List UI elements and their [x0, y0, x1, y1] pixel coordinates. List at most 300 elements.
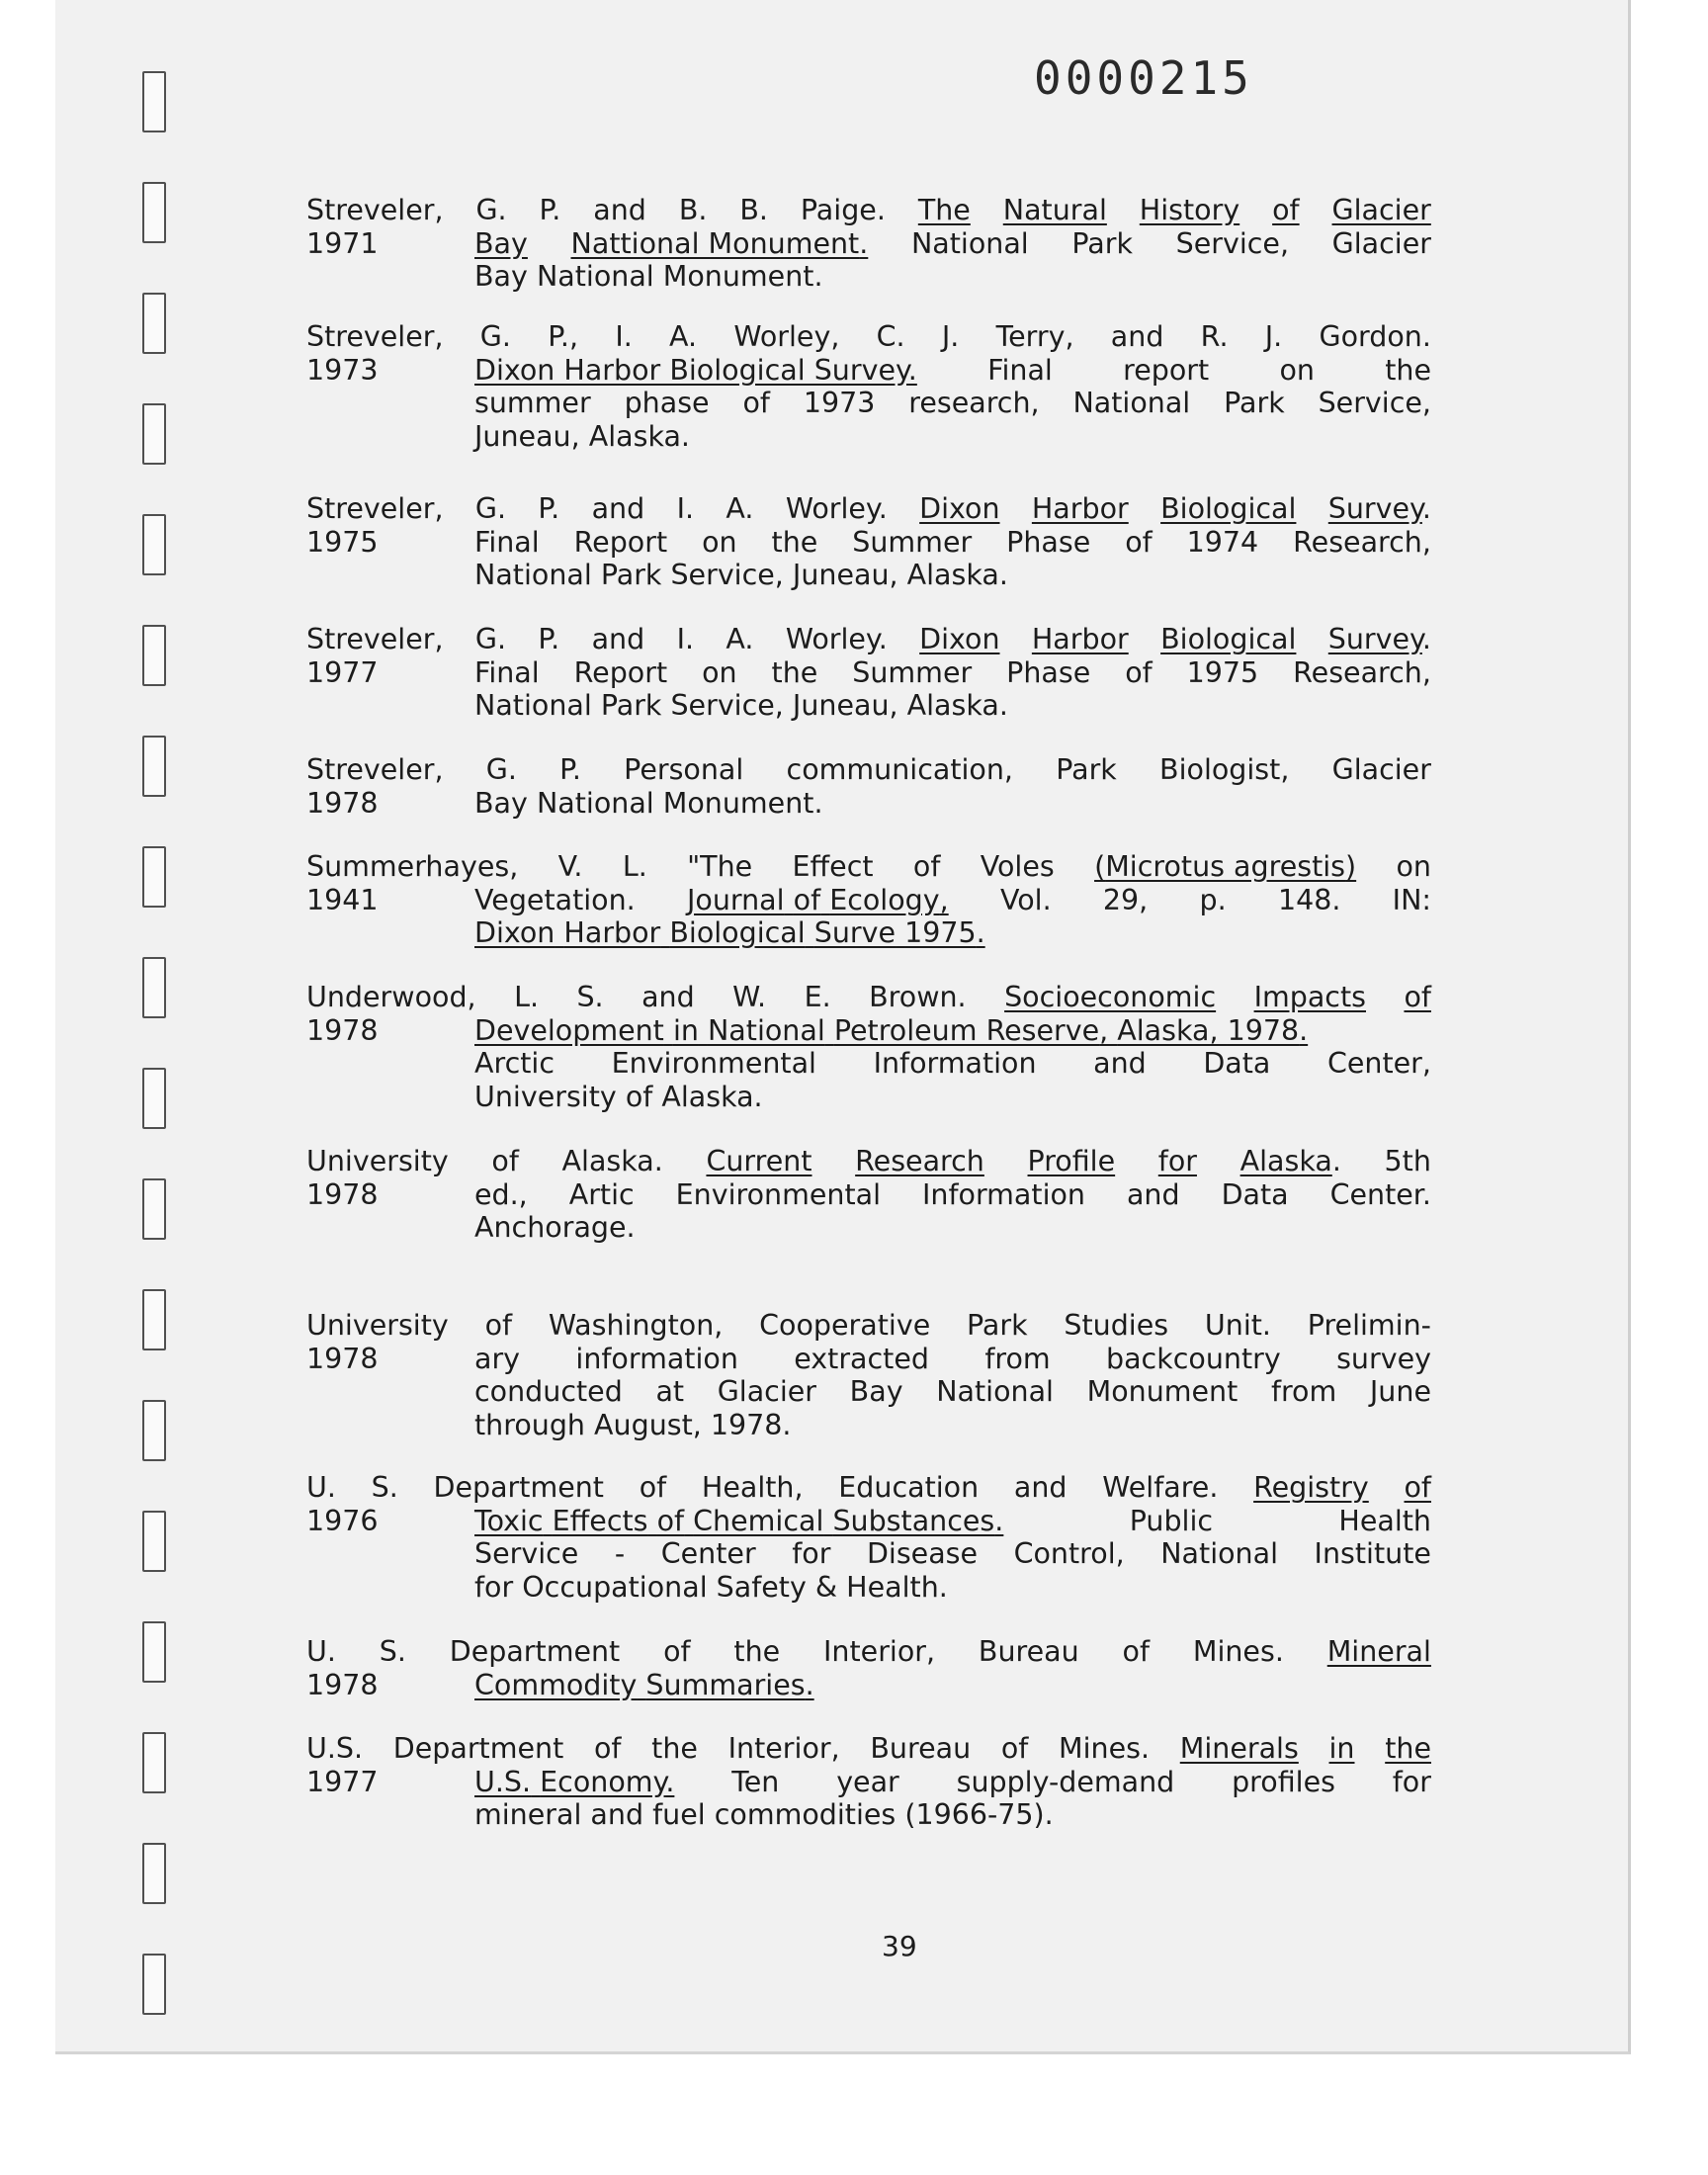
reference-word: Institute [1314, 1537, 1431, 1570]
reference-word: Park [1056, 753, 1117, 786]
reference-word: for [792, 1537, 831, 1570]
reference-word: extracted [794, 1342, 929, 1375]
reference-line [306, 1343, 1431, 1376]
reference-word: Glacier [1331, 226, 1431, 260]
reference-word: of [484, 1309, 513, 1342]
reference-word: Ten [731, 1765, 780, 1798]
reference-word: Bay National Monument. [474, 260, 823, 293]
reference-word: report [1123, 353, 1210, 387]
reference-word: of [1125, 655, 1153, 689]
reference-word: of [1000, 1732, 1029, 1765]
reference-word: of [1125, 525, 1153, 559]
reference-word: Nattional Monument. [570, 226, 869, 260]
reference-word: A. [726, 492, 754, 525]
reference-year: 1978 [306, 786, 379, 820]
reference-word: Interior, [823, 1635, 936, 1668]
reference-word: G. [474, 623, 507, 655]
reference-word: I. [676, 623, 695, 655]
reference-word: National [1160, 1537, 1278, 1570]
reference-word: at [655, 1375, 685, 1408]
reference-word: Health [1338, 1504, 1431, 1537]
reference-word: Worley. [785, 623, 888, 655]
reference-entry [306, 492, 1431, 592]
reference-word: from [1270, 1375, 1337, 1408]
reference-entry [306, 1309, 1431, 1441]
reference-line [306, 1732, 1431, 1766]
reference-word: Glacier [717, 1375, 817, 1408]
reference-line [306, 1309, 1431, 1343]
reference-word: June [1369, 1375, 1431, 1408]
reference-line [306, 1145, 1431, 1178]
reference-line [306, 1537, 1431, 1571]
reference-word: information [575, 1342, 738, 1375]
reference-line [306, 492, 1431, 526]
reference-year: 1977 [306, 655, 379, 689]
reference-entry [306, 623, 1431, 723]
binder-hole [142, 1289, 166, 1350]
reference-word: E. [804, 981, 831, 1013]
reference-year: 1973 [306, 353, 379, 387]
reference-word: Center. [1329, 1177, 1431, 1211]
binder-hole [142, 1621, 166, 1683]
reference-word: Alaska. [561, 1145, 663, 1177]
reference-word: J. [941, 320, 960, 353]
reference-word: Voles [980, 850, 1055, 883]
reference-word: Biologist, [1159, 753, 1290, 786]
reference-line [306, 1798, 1431, 1832]
reference-line [306, 559, 1431, 592]
reference-word: Information [873, 1047, 1037, 1080]
reference-word: Profile [1027, 1145, 1116, 1177]
binder-hole [142, 1843, 166, 1904]
reference-line [306, 387, 1431, 420]
reference-word: Terry, [995, 320, 1074, 353]
reference-word: and [591, 492, 645, 525]
reference-word: of [639, 1471, 667, 1504]
reference-word: through August, 1978. [474, 1408, 792, 1441]
reference-word: U. [306, 1635, 336, 1668]
reference-word: the [1385, 1732, 1431, 1765]
reference-word: U. [306, 1471, 336, 1504]
reference-line [306, 1375, 1431, 1409]
reference-word: of [491, 1145, 519, 1177]
reference-word: Personal [624, 753, 744, 786]
reference-word: Bureau [870, 1732, 972, 1765]
reference-word: the [1385, 353, 1431, 387]
reference-word: Research, [1293, 525, 1431, 559]
reference-word: Minerals [1179, 1732, 1299, 1765]
reference-word: National [936, 1375, 1054, 1408]
binder-hole [142, 1400, 166, 1461]
reference-word: Dixon Harbor Biological Survey. [474, 353, 917, 387]
binder-hole [142, 625, 166, 686]
reference-word: Data [1203, 1047, 1271, 1080]
reference-year: 1978 [306, 1342, 379, 1375]
reference-word: 148. [1277, 883, 1341, 916]
reference-word: University [306, 1145, 449, 1177]
reference-word: U.S. Economy. [474, 1765, 675, 1798]
reference-word: Development in National Petroleum Reserve, Alaska, 1978. [474, 1013, 1309, 1047]
reference-word: L. [514, 981, 539, 1013]
binder-hole [142, 846, 166, 908]
reference-word: Worley, [733, 320, 840, 353]
reference-word: Dixon Harbor Biological Surve 1975. [474, 916, 985, 949]
reference-word: Toxic Effects of Chemical Substances. [474, 1504, 1004, 1537]
reference-word: Streveler, [306, 492, 444, 525]
reference-line [306, 1571, 1431, 1605]
reference-word: "The [687, 850, 753, 883]
reference-line [306, 689, 1431, 723]
reference-word: 5th [1384, 1145, 1431, 1177]
reference-entry [306, 981, 1431, 1113]
reference-word: Center, [1326, 1047, 1431, 1080]
reference-word: Streveler, [306, 194, 444, 226]
binder-hole [142, 1068, 166, 1129]
reference-line [306, 194, 1431, 227]
reference-word: of [663, 1635, 691, 1668]
reference-word: Mines. [1192, 1635, 1284, 1668]
reference-word: 1975 [1186, 655, 1259, 689]
reference-word: Prelimin- [1307, 1309, 1431, 1342]
binder-hole [142, 957, 166, 1018]
reference-word: Department [449, 1635, 621, 1668]
reference-word: Health, [701, 1471, 804, 1504]
reference-word: ed., [474, 1177, 528, 1211]
reference-entry [306, 1635, 1431, 1701]
reference-word: communication, [786, 753, 1013, 786]
reference-word: G. [485, 753, 517, 786]
reference-year: 1975 [306, 525, 379, 559]
reference-word: W. [732, 981, 767, 1013]
reference-word: mineral and fuel commodities (1966-75). [474, 1798, 1054, 1831]
reference-word: Effect [792, 850, 874, 883]
reference-word: for [1392, 1765, 1431, 1798]
reference-word: profiles [1232, 1765, 1335, 1798]
reference-word: B. [739, 194, 768, 226]
reference-year: 1976 [306, 1504, 379, 1537]
reference-year: 1978 [306, 1013, 379, 1047]
reference-line [306, 1471, 1431, 1505]
binder-hole [142, 514, 166, 575]
reference-word: Dixon [919, 623, 1000, 655]
reference-word: Welfare. [1102, 1471, 1219, 1504]
reference-word: Bureau [978, 1635, 1079, 1668]
reference-word: Service, [1318, 387, 1431, 419]
reference-word: and [641, 981, 695, 1013]
reference-word: Socioeconomic [1004, 981, 1217, 1013]
reference-entry [306, 1471, 1431, 1604]
reference-line [306, 850, 1431, 884]
reference-word: Final [987, 353, 1053, 387]
reference-word: of [1122, 1635, 1151, 1668]
reference-line [306, 884, 1431, 917]
binder-hole [142, 1511, 166, 1572]
reference-line [306, 1014, 1431, 1048]
binder-hole [142, 403, 166, 465]
reference-word: the [771, 655, 818, 689]
reference-line [306, 526, 1431, 560]
reference-word: backcountry [1106, 1342, 1281, 1375]
reference-word: Center [660, 1537, 756, 1570]
reference-word: IN: [1392, 883, 1431, 916]
reference-line [306, 354, 1431, 388]
reference-word: P. [538, 623, 560, 655]
reference-word: I. [676, 492, 695, 525]
reference-word: on [1396, 850, 1431, 883]
reference-word: Data [1221, 1177, 1289, 1211]
reference-line [306, 1047, 1431, 1081]
reference-word: P. [538, 492, 560, 525]
reference-word: the [771, 525, 818, 559]
reference-word: the [651, 1732, 698, 1765]
reference-word: S. [379, 1635, 406, 1668]
reference-word: Harbor [1031, 623, 1129, 655]
reference-word: Bay National Monument. [474, 786, 823, 820]
reference-entry [306, 320, 1431, 453]
reference-word: Service, [1175, 226, 1290, 260]
reference-word: conducted [474, 1375, 623, 1408]
reference-word: Dixon [919, 492, 1000, 525]
reference-word: National [910, 226, 1029, 260]
reference-word: Summer [852, 525, 973, 559]
reference-word: R. [1200, 320, 1229, 353]
reference-line [306, 1081, 1431, 1114]
reference-word: J. [1264, 320, 1283, 353]
reference-word: ary [474, 1342, 521, 1375]
reference-word: P. [559, 753, 581, 786]
reference-word: S. [576, 981, 604, 1013]
reference-word: Control, [1013, 1537, 1125, 1570]
reference-word: C. [876, 320, 905, 353]
reference-word: Paige. [800, 194, 886, 226]
reference-word: from [984, 1342, 1051, 1375]
reference-word: Interior, [727, 1732, 840, 1765]
reference-word: Biological [1160, 492, 1297, 525]
reference-word: Anchorage. [474, 1211, 636, 1244]
reference-year: 1941 [306, 883, 379, 916]
reference-word: 29, [1102, 883, 1149, 916]
reference-word: Mines. [1059, 1732, 1151, 1765]
reference-word: Bay [849, 1375, 903, 1408]
reference-word: of [1272, 194, 1300, 226]
reference-word: Summer [852, 655, 973, 689]
reference-word: 1973 [803, 387, 876, 419]
reference-word: Mineral [1326, 1635, 1431, 1668]
reference-word: Registry [1253, 1471, 1369, 1504]
reference-word: Alaska. [1239, 1145, 1341, 1177]
reference-word: History [1139, 194, 1240, 226]
reference-word: The [917, 194, 971, 226]
reference-word: - [614, 1537, 626, 1570]
reference-word: of [1404, 1471, 1431, 1504]
reference-word: Education [838, 1471, 980, 1504]
reference-word: on [702, 655, 737, 689]
reference-word: A. [726, 623, 754, 655]
reference-line [306, 1505, 1431, 1538]
reference-word: Research [855, 1145, 984, 1177]
reference-word: of [742, 387, 770, 419]
reference-word: Survey. [1327, 623, 1431, 655]
reference-word: G. [475, 194, 507, 226]
reference-word: Washington, [548, 1309, 724, 1342]
reference-line [306, 1766, 1431, 1799]
reference-entry [306, 850, 1431, 950]
reference-line [306, 260, 1431, 294]
reference-word: Public [1129, 1504, 1214, 1537]
reference-word: for Occupational Safety & Health. [474, 1570, 948, 1604]
reference-word: and [1093, 1047, 1147, 1080]
reference-word: Artic [568, 1177, 635, 1211]
reference-word: Vol. [999, 883, 1052, 916]
binder-hole [142, 293, 166, 354]
reference-word: Studies [1064, 1309, 1169, 1342]
reference-line [306, 1635, 1431, 1669]
reference-word: V. [557, 850, 583, 883]
reference-line [306, 1178, 1431, 1212]
reference-word: Environmental [675, 1177, 882, 1211]
reference-word: of [593, 1732, 622, 1765]
reference-word: Summerhayes, [306, 850, 519, 883]
reference-word: L. [622, 850, 647, 883]
reference-word: Biological [1160, 623, 1297, 655]
reference-word: Brown. [869, 981, 967, 1013]
reference-word: Arctic [474, 1047, 555, 1080]
reference-word: phase [624, 387, 710, 419]
reference-word: National Park Service, Juneau, Alaska. [474, 689, 1008, 722]
reference-word: Environmental [611, 1047, 816, 1080]
reference-word: and [1013, 1471, 1068, 1504]
binder-hole [142, 182, 166, 243]
reference-word: Monument [1086, 1375, 1238, 1408]
reference-word: B. [678, 194, 708, 226]
reference-entry [306, 753, 1431, 820]
document-stamp-number: 0000215 [1034, 51, 1253, 105]
reference-year: 1978 [306, 1668, 379, 1701]
binder-hole [142, 71, 166, 132]
reference-line [306, 1669, 1431, 1702]
reference-word: Streveler, [306, 753, 444, 786]
reference-word: National [1072, 387, 1191, 419]
reference-word: Underwood, [306, 981, 476, 1013]
reference-word: Final [474, 525, 540, 559]
binder-hole [142, 1178, 166, 1240]
reference-word: Report [573, 655, 668, 689]
reference-word: and [591, 623, 645, 655]
reference-word: and [1110, 320, 1164, 353]
reference-word: supply-demand [956, 1765, 1175, 1798]
reference-word: survey [1336, 1342, 1431, 1375]
binder-hole [142, 736, 166, 797]
reference-word: Glacier [1331, 194, 1431, 226]
reference-word: Harbor [1031, 492, 1129, 525]
reference-word: Park [1224, 387, 1285, 419]
reference-word: Research, [1293, 655, 1431, 689]
reference-word: Unit. [1204, 1309, 1271, 1342]
reference-word: P., [548, 320, 579, 353]
reference-word: National Park Service, Juneau, Alaska. [474, 559, 1008, 591]
reference-line [306, 420, 1431, 454]
reference-word: G. [474, 492, 507, 525]
reference-word: Report [573, 525, 668, 559]
reference-word: summer [474, 387, 591, 419]
reference-word: 1974 [1186, 525, 1259, 559]
reference-line [306, 981, 1431, 1014]
reference-word: Department [392, 1732, 564, 1765]
reference-word: Park [1071, 226, 1133, 260]
reference-word: in [1328, 1732, 1355, 1765]
reference-word: Bay [474, 226, 528, 260]
binder-hole [142, 1732, 166, 1793]
reference-word: on [702, 525, 737, 559]
reference-line [306, 753, 1431, 787]
reference-word: Natural [1002, 194, 1107, 226]
reference-word: Survey. [1327, 492, 1431, 525]
reference-word: and [593, 194, 646, 226]
reference-year: 1977 [306, 1765, 379, 1798]
reference-word: Phase [1006, 525, 1091, 559]
reference-word: Final [474, 655, 540, 689]
document-page [55, 0, 1631, 2054]
reference-word: Commodity Summaries. [474, 1668, 814, 1701]
reference-word: Disease [866, 1537, 979, 1570]
reference-word: Glacier [1331, 753, 1431, 786]
binder-hole [142, 1954, 166, 2015]
reference-line [306, 320, 1431, 354]
reference-word: Department [433, 1471, 604, 1504]
reference-entry [306, 1732, 1431, 1832]
reference-line [306, 787, 1431, 821]
reference-word: P. [539, 194, 561, 226]
reference-word: University of Alaska. [474, 1080, 763, 1113]
reference-word: I. [615, 320, 633, 353]
reference-word: Cooperative [759, 1309, 931, 1342]
reference-word: Park [967, 1309, 1028, 1342]
reference-word: Gordon. [1319, 320, 1431, 353]
reference-word: Service [474, 1537, 579, 1570]
page-number: 39 [882, 1930, 917, 1962]
reference-word: Streveler, [306, 623, 444, 655]
reference-word: Phase [1006, 655, 1091, 689]
reference-word: research, [908, 387, 1040, 419]
reference-word: (Microtus agrestis) [1094, 850, 1357, 883]
reference-line [306, 1211, 1431, 1245]
reference-word: A. [669, 320, 698, 353]
reference-entry [306, 194, 1431, 294]
reference-word: S. [371, 1471, 398, 1504]
reference-word: Worley. [785, 492, 888, 525]
reference-word: the [733, 1635, 781, 1668]
reference-line [306, 623, 1431, 656]
reference-word: Current [706, 1145, 812, 1177]
reference-word: for [1157, 1145, 1197, 1177]
reference-word: Vegetation. [474, 883, 636, 916]
reference-word: Juneau, Alaska. [474, 419, 690, 453]
reference-entry [306, 1145, 1431, 1245]
reference-word: U.S. [306, 1732, 364, 1765]
reference-word: year [836, 1765, 899, 1798]
reference-word: of [1404, 981, 1431, 1013]
reference-year: 1971 [306, 226, 379, 260]
reference-line [306, 1409, 1431, 1442]
reference-word: G. [479, 320, 511, 353]
reference-word: Journal of Ecology, [687, 883, 949, 916]
reference-word: Streveler, [306, 320, 444, 353]
reference-word: and [1126, 1177, 1180, 1211]
reference-word: Information [922, 1177, 1085, 1211]
reference-word: of [912, 850, 941, 883]
reference-word: on [1279, 353, 1315, 387]
reference-word: p. [1199, 883, 1227, 916]
